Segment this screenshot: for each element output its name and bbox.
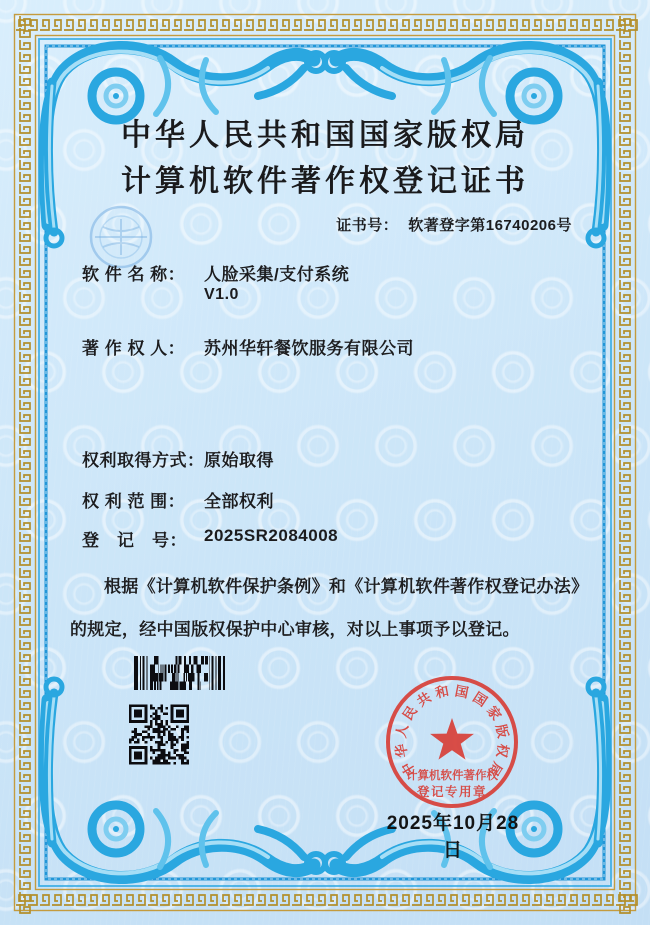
svg-text:民: 民 (399, 703, 421, 723)
acquisition-label: 权利取得方式： (82, 451, 205, 470)
software-version: V1.0 (204, 286, 239, 303)
software-name-label: 软 件 名 称： (82, 265, 186, 284)
svg-text:版: 版 (493, 722, 511, 740)
acquisition-value: 原始取得 (204, 451, 274, 470)
author-value: 苏州华轩餐饮服务有限公司 (204, 339, 414, 358)
official-seal (372, 662, 532, 822)
svg-text:共: 共 (414, 689, 434, 710)
certificate-title: 计算机软件著作权登记证书 (121, 165, 529, 198)
registration-statement: 根据《计算机软件保护条例》和《计算机软件著作权登记办法》的规定，经中国版权保护中心审核，对以上事项予以登记。 (70, 577, 580, 639)
qr-code (129, 703, 189, 766)
registration-number-label: 登 记 号： (82, 531, 187, 550)
registration-number-value: 2025SR2084008 (204, 526, 339, 545)
certificate-number-label: 证书号： (336, 217, 399, 234)
certificate-number-value: 软著登字第16740206号 (408, 217, 572, 234)
pdf417-barcode (132, 656, 227, 690)
svg-text:局: 局 (485, 759, 506, 779)
svg-text:和: 和 (434, 683, 451, 701)
svg-text:国: 国 (470, 689, 490, 710)
authority-title: 中华人民共和国国家版权局 (121, 119, 529, 152)
svg-text:人: 人 (393, 722, 411, 740)
svg-text:国: 国 (453, 683, 470, 701)
svg-text:华: 华 (393, 742, 411, 759)
svg-text:家: 家 (483, 703, 505, 723)
seal-line2: 登记专用章 (416, 785, 488, 799)
star-icon (430, 718, 474, 760)
seal-line1: 计算机软件著作权 (406, 770, 498, 782)
certificate-number-row (336, 214, 572, 235)
scope-value: 全部权利 (204, 492, 274, 511)
scope-label: 权 利 范 围： (82, 492, 186, 511)
author-label: 著 作 权 人： (82, 339, 186, 358)
svg-text:中: 中 (398, 759, 419, 779)
software-name-value: 人脸采集/支付系统 (204, 265, 350, 284)
svg-text:权: 权 (493, 742, 511, 759)
issue-date: 2025年10月28日 (386, 813, 520, 861)
